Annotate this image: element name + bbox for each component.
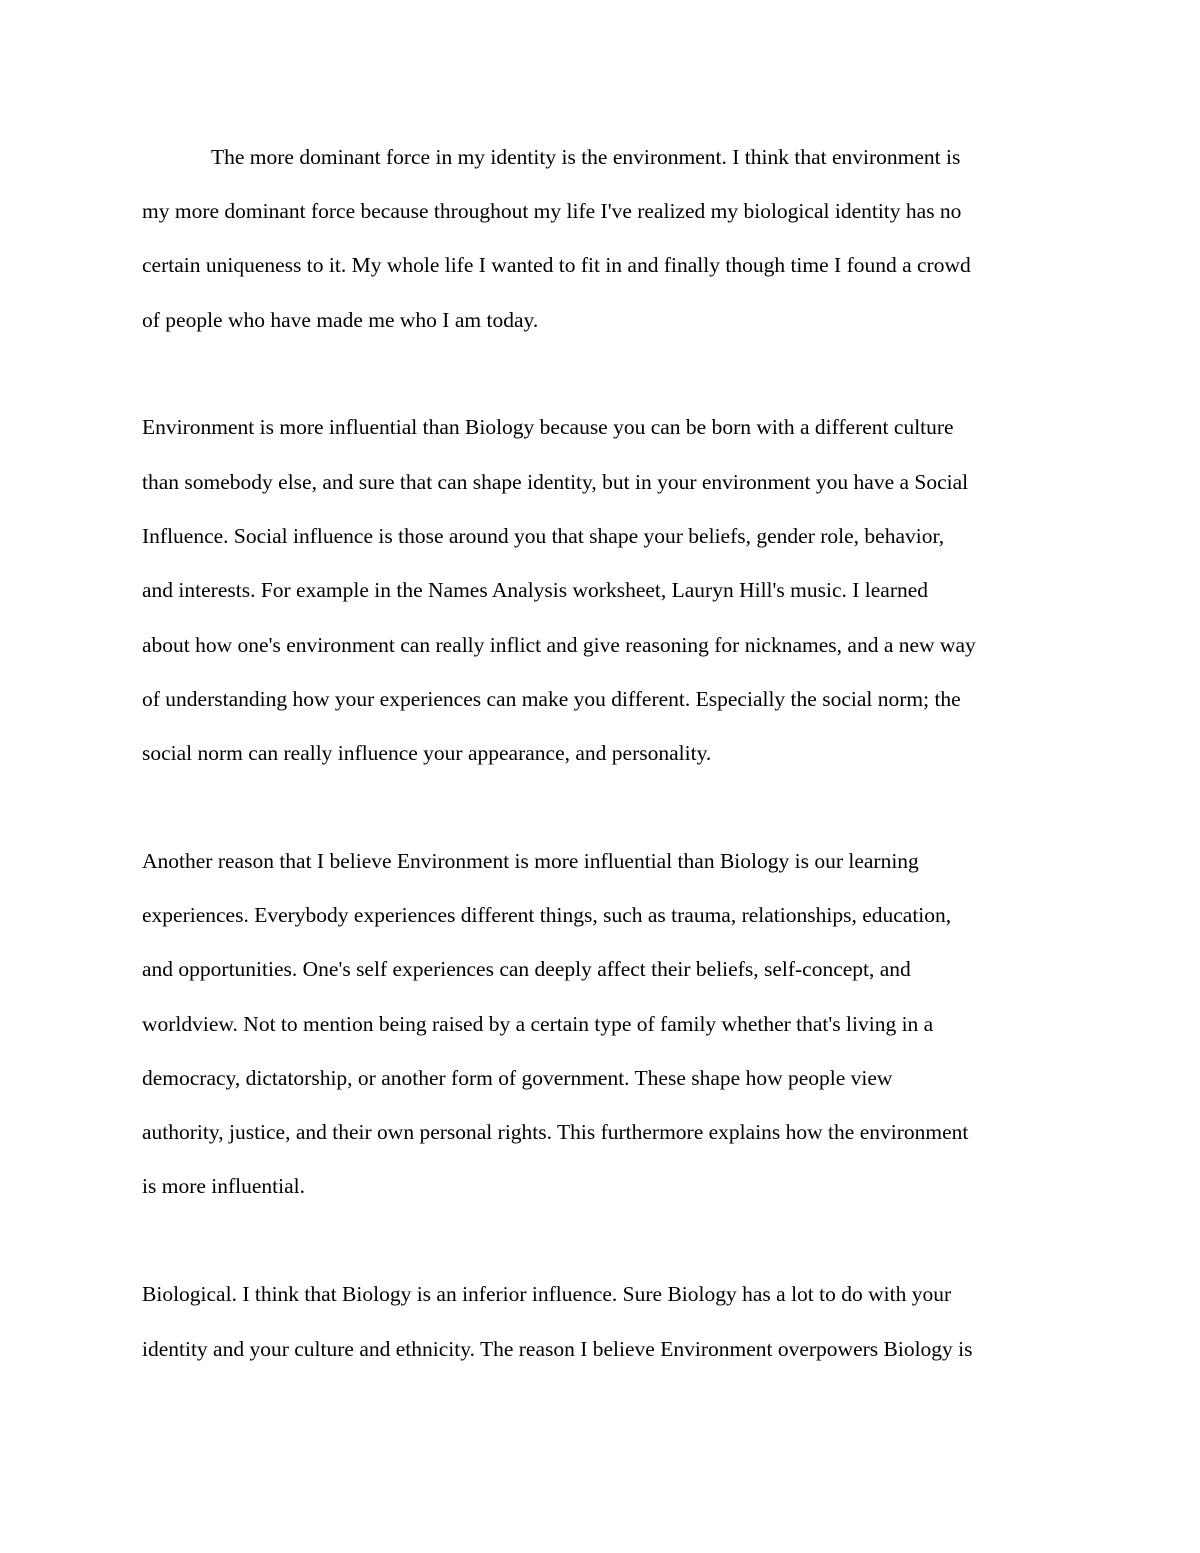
text-line: democracy, dictatorship, or another form of government. These shape how people view (142, 1066, 893, 1090)
text-line: and interests. For example in the Names Analysis worksheet, Lauryn Hill's music. I learned (142, 578, 929, 602)
text-line: identity and your culture and ethnicity. The reason I believe Environment overpowers Biology is (142, 1337, 973, 1361)
text-line: of understanding how your experiences can make you different. Especially the social norm; the (142, 687, 961, 711)
text-line: The more dominant force in my identity is the environment. I think that environment is (211, 145, 961, 169)
text-line: and opportunities. One's self experiences can deeply affect their beliefs, self-concept, and (142, 957, 911, 981)
text-line: of people who have made me who I am today. (142, 308, 539, 332)
text-line: social norm can really influence your appearance, and personality. (142, 741, 712, 765)
text-line: about how one's environment can really inflict and give reasoning for nicknames, and a new way (142, 633, 976, 657)
text-line: than somebody else, and sure that can shape identity, but in your environment you have a Social (142, 470, 969, 494)
text-line: Influence. Social influence is those around you that shape your beliefs, gender role, behavior, (142, 524, 945, 548)
text-line: experiences. Everybody experiences different things, such as trauma, relationships, education, (142, 903, 952, 927)
text-line: authority, justice, and their own personal rights. This furthermore explains how the environment (142, 1120, 969, 1144)
text-line: Biological. I think that Biology is an inferior influence. Sure Biology has a lot to do with your (142, 1282, 952, 1306)
text-line: is more influential. (142, 1174, 306, 1198)
text-line: certain uniqueness to it. My whole life I wanted to fit in and finally though time I found a crowd (142, 253, 971, 277)
text-line: Another reason that I believe Environment is more influential than Biology is our learning (142, 849, 919, 873)
text-line: my more dominant force because throughout my life I've realized my biological identity has no (142, 199, 962, 223)
text-line: worldview. Not to mention being raised by a certain type of family whether that's living in a (142, 1012, 934, 1036)
text-line: Environment is more influential than Biology because you can be born with a different culture (142, 415, 954, 439)
